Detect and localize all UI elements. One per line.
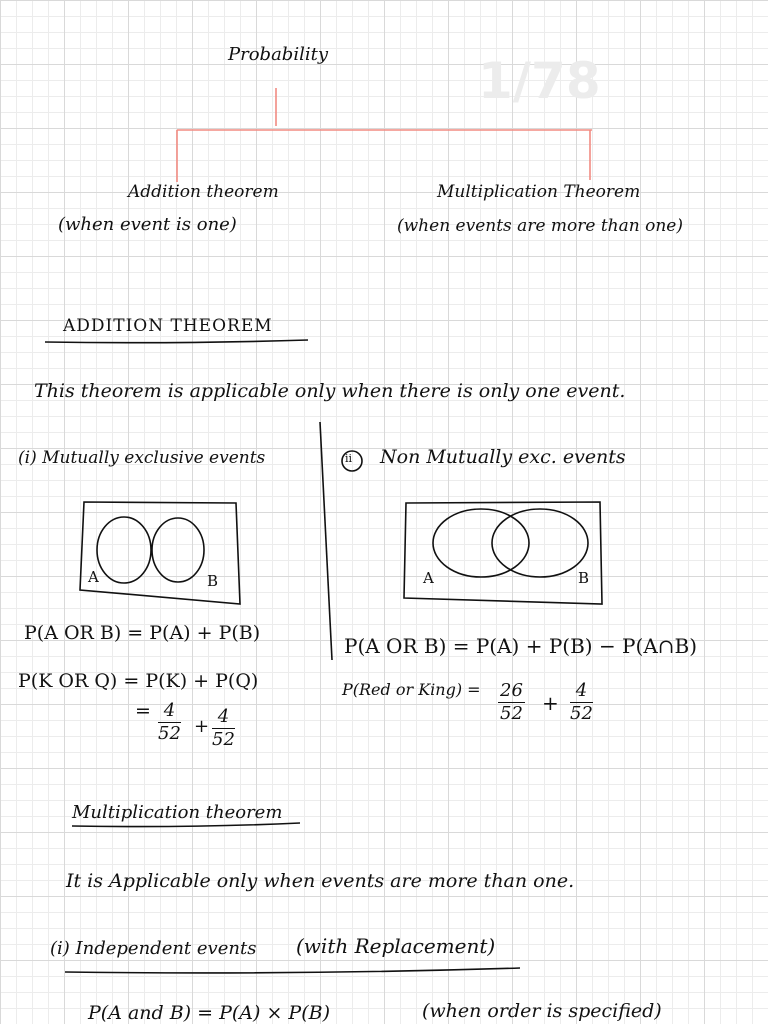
venn1-circle-a <box>97 517 151 583</box>
case2-number: ii <box>345 452 353 465</box>
case1-frac1 <box>158 700 181 745</box>
case1-plus: + <box>194 716 210 737</box>
independent-note: (with Replacement) <box>296 934 496 958</box>
multiplication-formula: P(A and B) = P(A) × P(B) <box>88 1002 330 1024</box>
addition-statement: This theorem is applicable only when there is only one event. <box>34 380 626 402</box>
tree-left-title: Addition theorem <box>128 182 279 202</box>
case2-plus: + <box>542 691 559 715</box>
multiplication-formula-note: (when order is specified) <box>422 1000 662 1022</box>
case2-frac2-num: 4 <box>570 680 593 703</box>
tree-right-note: (when events are more than one) <box>397 216 683 236</box>
multiplication-heading-underline <box>72 823 300 827</box>
tree-right-title: Multiplication Theorem <box>437 182 641 202</box>
column-divider <box>320 422 332 660</box>
venn2-circle-a <box>433 509 529 577</box>
case2-frac2-den: 52 <box>570 703 593 724</box>
case2-title: Non Mutually exc. events <box>380 446 626 468</box>
venn1-circle-b <box>152 518 204 582</box>
case2-formula1: P(A OR B) = P(A) + P(B) − P(A∩B) <box>344 634 698 658</box>
addition-heading-underline <box>45 340 308 343</box>
case2-formula2-lhs: P(Red or King) = <box>342 680 481 699</box>
case1-frac2 <box>212 706 235 751</box>
case2-frac1-num: 26 <box>500 680 523 701</box>
venn2-circle-b <box>492 509 588 577</box>
case1-frac2-den: 52 <box>212 729 235 750</box>
addition-heading: ADDITION THEOREM <box>63 316 273 336</box>
tree-root: Probability <box>228 44 329 65</box>
case1-formula2: P(K OR Q) = P(K) + P(Q) <box>18 670 259 692</box>
page-indicator: 1/78 <box>478 52 601 110</box>
independent-underline <box>65 968 520 973</box>
case2-frac1-den: 52 <box>500 703 523 724</box>
case1-frac2-num: 4 <box>212 706 235 729</box>
case1-title: (i) Mutually exclusive events <box>18 448 266 468</box>
case1-frac1-den: 52 <box>158 723 181 744</box>
venn2-label-a: A <box>423 569 434 587</box>
case1-formula1: P(A OR B) = P(A) + P(B) <box>24 622 261 644</box>
venn2-label-b: B <box>578 569 590 587</box>
multiplication-heading: Multiplication theorem <box>72 802 283 823</box>
tree-lines <box>177 88 592 182</box>
venn1-label-a: A <box>88 568 99 586</box>
case1-eq: = <box>135 700 151 722</box>
venn1-label-b: B <box>207 572 219 590</box>
independent-title: (i) Independent events <box>50 938 257 959</box>
case2-frac2 <box>570 680 593 725</box>
multiplication-statement: It is Applicable only when events are more than one. <box>66 870 575 892</box>
case2-frac1 <box>498 680 525 725</box>
tree-left-note: (when event is one) <box>58 214 237 235</box>
case1-frac1-num: 4 <box>158 700 181 723</box>
